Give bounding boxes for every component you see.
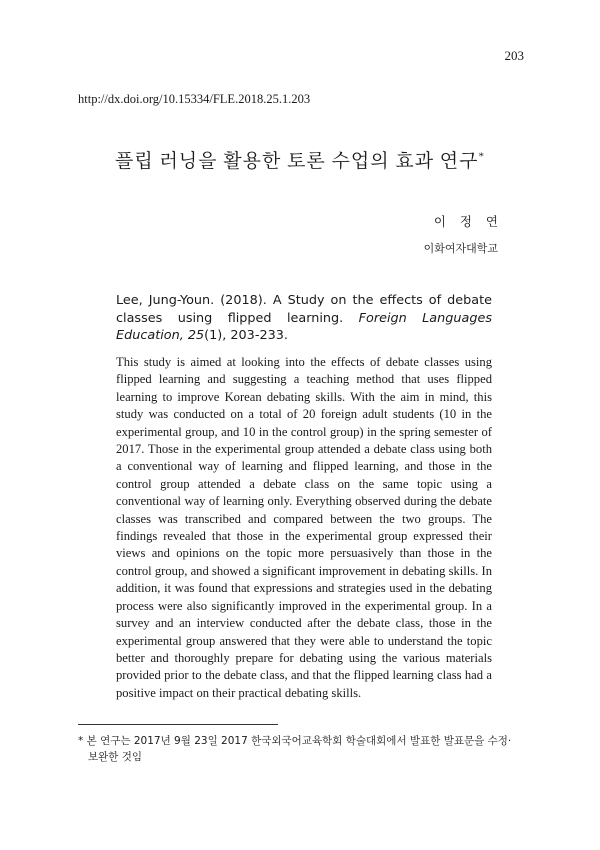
footnote-line-2 — [78, 749, 522, 765]
paper-title — [0, 146, 600, 173]
footnote — [78, 733, 522, 765]
footnote-marker: * — [78, 735, 84, 747]
footnote-divider — [78, 724, 278, 725]
citation — [116, 292, 492, 345]
citation-journal: Foreign Languages Education, 25 — [116, 310, 492, 343]
author-name: 이 정 연 — [433, 214, 503, 229]
doi-link[interactable]: http://dx.doi.org/10.15334/FLE.2018.25.1.203 — [78, 92, 311, 106]
citation-suffix: (1), 203-233. — [204, 328, 288, 343]
page-number: 203 — [504, 48, 524, 63]
author-affiliation: 이화여자대학교 — [423, 242, 498, 255]
footnote-line-1 — [78, 733, 522, 749]
paper-title-text: 플립 러닝을 활용한 토론 수업의 효과 연구 — [114, 151, 479, 172]
author-block — [423, 212, 503, 256]
footnote-text-1: 본 연구는 2017년 9월 23일 2017 한국외국어교육학회 학술대회에서 발표한 발표문을 수정· — [86, 735, 512, 747]
footnote-text-2: 보완한 것임 — [88, 751, 143, 763]
title-footnote-marker: * — [478, 150, 486, 163]
abstract: This study is aimed at looking into the effects of debate classes using flipped learning and suggesting a teaching method that uses flipped learning to improve Korean debating skills. With the aim in mind, this study was conducted on a total of 20 foreign adult students (10 in the experimental group, and 10 in the control group) in the spring semester of 2017. Those in the experimental group attended a debate class using both a conventional way of learning and flipped learning, and those in the control group attended a debate class on the same topic using a conventional way of learning only. Everything observed during the debate classes was transcribed and compared between the two groups. The findings revealed that those in the experimental group expressed their views and opinions on the topic more persuasively than those in the control group, and showed a significant improvement in debating skills. In addition, it was found that expressions and strategies used in the debating process were also significantly improved in the experimental group. In a survey and an interview conducted after the debate class, those in the experimental group answered that they were able to understand the topic better and thoroughly prepare for debating using the various materials provided prior to the debate class, and that the flipped learning class had a positive impact on their practical debating skills. — [116, 355, 492, 700]
citation-prefix: Lee, Jung-Youn. (2018). A Study on the effects of debate classes using flipped learning. — [116, 293, 492, 326]
